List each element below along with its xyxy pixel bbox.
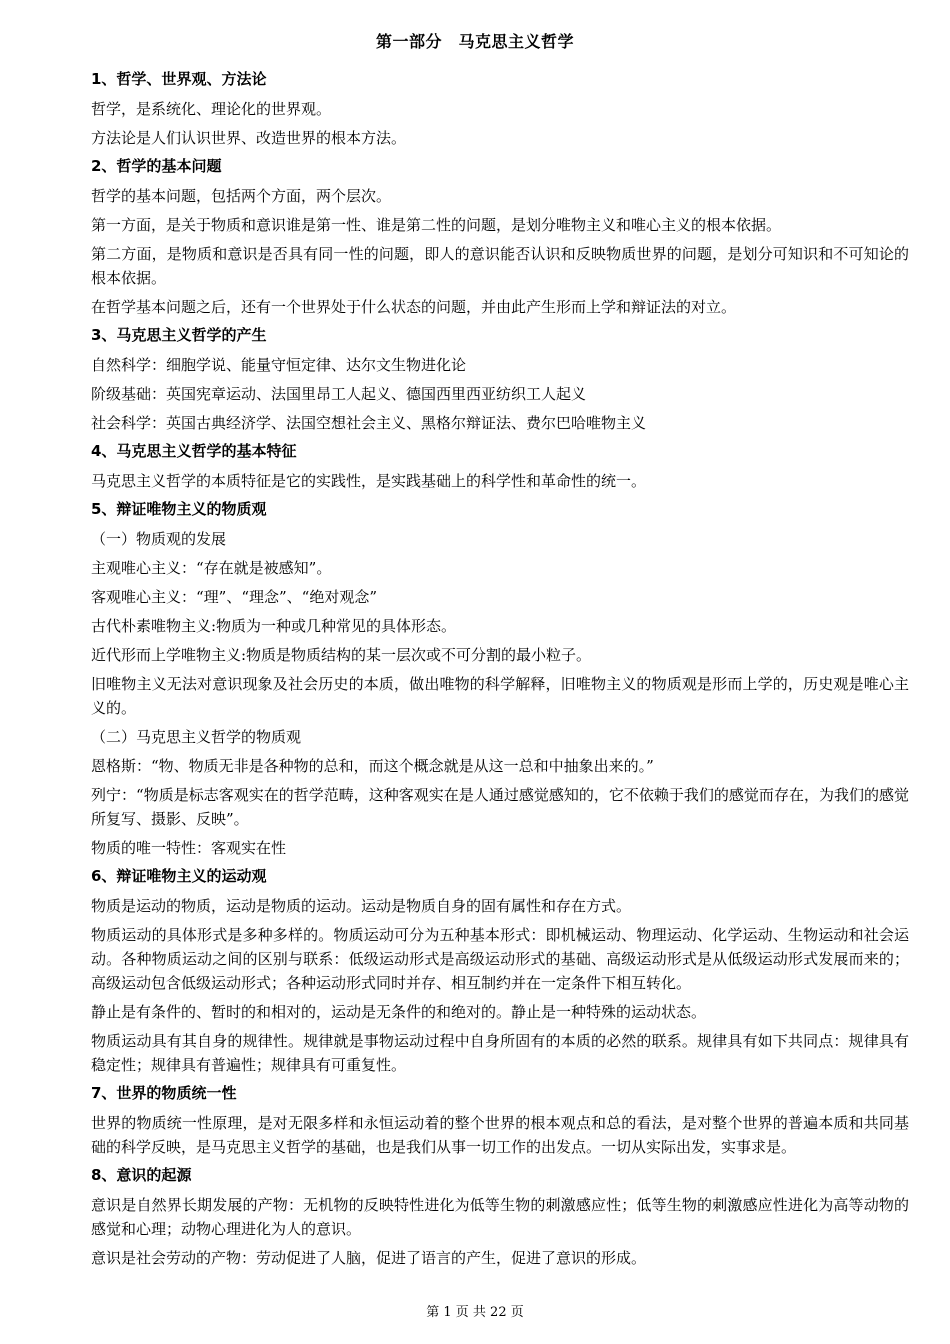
paragraph: 世界的物质统一性原理，是对无限多样和永恒运动着的整个世界的根本观点和总的看法，是对整个世界的普遍本质和共同基础的科学反映，是马克思主义哲学的基础，也是我们从事一切工作的出发点。一切从实际出发，实事求是。 [91, 1114, 909, 1156]
subsection-heading: （二）马克思主义哲学的物质观 [91, 728, 302, 746]
paragraph: 近代形而上学唯物主义:物质是物质结构的某一层次或不可分割的最小粒子。 [91, 646, 592, 664]
paragraph: 意识是自然界长期发展的产物：无机物的反映特性进化为低等生物的刺激感应性；低等生物的刺激感应性进化为高等动物的感觉和心理；动物心理进化为人的意识。 [91, 1196, 909, 1238]
document-body [91, 68, 909, 1275]
paragraph: 物质运动具有其自身的规律性。规律就是事物运动过程中自身所固有的本质的必然的联系。规律具有如下共同点：规律具有稳定性；规律具有普遍性；规律具有可重复性。 [91, 1032, 909, 1074]
paragraph: 马克思主义哲学的本质特征是它的实践性，是实践基础上的科学性和革命性的统一。 [91, 472, 647, 490]
paragraph: 第二方面，是物质和意识是否具有同一性的问题，即人的意识能否认识和反映物质世界的问题，是划分可知识和不可知论的根本依据。 [91, 245, 909, 287]
paragraph: 物质运动的具体形式是多种多样的。物质运动可分为五种基本形式：即机械运动、物理运动、化学运动、生物运动和社会运动。各种物质运动之间的区别与联系：低级运动形式是高级运动形式的基础、高级运动形式是从低级运动形式发展而来的；高级运动包含低级运动形式；各种运动形式同时并存、相互制约并在一定条件下相互转化。 [91, 926, 909, 992]
paragraph: 主观唯心主义：“存在就是被感知”。 [91, 559, 332, 577]
paragraph: 旧唯物主义无法对意识现象及社会历史的本质，做出唯物的科学解释，旧唯物主义的物质观是形而上学的，历史观是唯心主义的。 [91, 675, 909, 717]
paragraph: 物质的唯一特性：客观实在性 [91, 839, 287, 857]
paragraph: 意识是社会劳动的产物：劳动促进了人脑，促进了语言的产生，促进了意识的形成。 [91, 1249, 647, 1267]
paragraph: 方法论是人们认识世界、改造世界的根本方法。 [91, 129, 407, 147]
paragraph: 列宁：“物质是标志客观实在的哲学范畴，这种客观实在是人通过感觉感知的，它不依赖于我们的感觉而存在，为我们的感觉所复写、摄影、反映”。 [91, 786, 909, 828]
paragraph: 第一方面，是关于物质和意识谁是第一性、谁是第二性的问题，是划分唯物主义和唯心主义的根本依据。 [91, 216, 782, 234]
page-title: 第一部分 马克思主义哲学 [375, 32, 574, 51]
paragraph: 物质是运动的物质，运动是物质的运动。运动是物质自身的固有属性和存在方式。 [91, 897, 632, 915]
section-heading: 8、意识的起源 [91, 1166, 192, 1184]
paragraph: 自然科学：细胞学说、能量守恒定律、达尔文生物进化论 [91, 356, 467, 374]
paragraph: 哲学的基本问题，包括两个方面，两个层次。 [91, 187, 392, 205]
paragraph: 静止是有条件的、暂时的和相对的，运动是无条件的和绝对的。静止是一种特殊的运动状态。 [91, 1003, 707, 1021]
section-heading: 1、哲学、世界观、方法论 [91, 70, 267, 88]
section-heading: 2、哲学的基本问题 [91, 157, 222, 175]
page-footer: 第 1 页 共 22 页 [426, 1305, 524, 1320]
section-heading: 7、世界的物质统一性 [91, 1084, 237, 1102]
paragraph: 客观唯心主义：“理”、“理念”、“绝对观念” [91, 588, 378, 606]
paragraph: 古代朴素唯物主义:物质为一种或几种常见的具体形态。 [91, 617, 457, 635]
paragraph: 在哲学基本问题之后，还有一个世界处于什么状态的问题，并由此产生形而上学和辩证法的对立。 [91, 298, 737, 316]
section-heading: 6、辩证唯物主义的运动观 [91, 867, 267, 885]
paragraph: 社会科学：英国古典经济学、法国空想社会主义、黑格尔辩证法、费尔巴哈唯物主义 [91, 414, 647, 432]
paragraph: 恩格斯：“物、物质无非是各种物的总和，而这个概念就是从这一总和中抽象出来的。” [91, 757, 654, 775]
section-heading: 5、辩证唯物主义的物质观 [91, 500, 267, 518]
subsection-heading: （一）物质观的发展 [91, 530, 227, 548]
paragraph: 哲学，是系统化、理论化的世界观。 [91, 100, 332, 118]
section-heading: 4、马克思主义哲学的基本特征 [91, 442, 297, 460]
section-heading: 3、马克思主义哲学的产生 [91, 326, 267, 344]
paragraph: 阶级基础：英国宪章运动、法国里昂工人起义、德国西里西亚纺织工人起义 [91, 385, 587, 403]
